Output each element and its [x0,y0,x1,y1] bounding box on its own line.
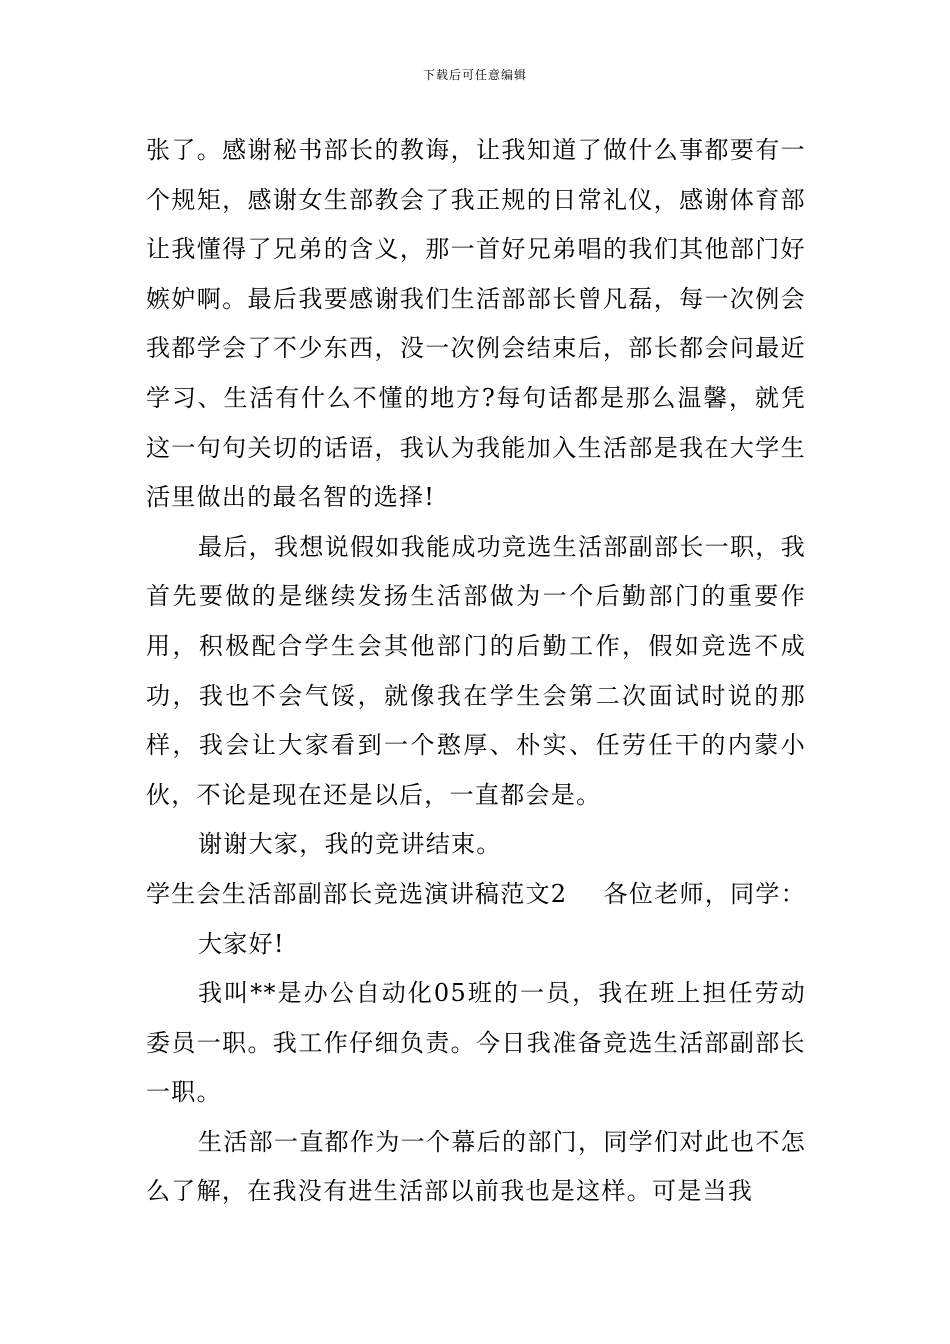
page-header: 下载后可任意编辑 [422,68,527,82]
document-body [146,126,806,1217]
paragraph-thanks: 张了。感谢秘书部长的教诲，让我知道了做什么事都要有一个规矩，感谢女生部教会了我正规的日常礼仪，感谢体育部让我懂得了兄弟的含义，那一首好兄弟唱的我们其他部门好嫉妒啊。最后我要感谢我们生活部部长曾凡磊，每一次例会我都学会了不少东西，没一次例会结束后，部长都会问最近学习、生活有什么不懂的地方?每句话都是那么温馨，就凭这一句句关切的话语，我认为我能加入生活部是我在大学生活里做出的最名智的选择! [146,136,806,512]
paragraph-hello: 大家好! [198,929,285,958]
section-title: 学生会生活部副部长竞选演讲稿范文2 [146,879,568,908]
paragraph-department: 生活部一直都作为一个幕后的部门，同学们对此也不怎么了解，在我没有进生活部以前我也是这样。可是当我 [146,1127,806,1206]
paragraph-end: 谢谢大家，我的竞讲结束。 [198,830,502,859]
paragraph-closing: 最后，我想说假如我能成功竞选生活部副部长一职，我首先要做的是继续发扬生活部做为一个后勤部门的重要作用，积极配合学生会其他部门的后勤工作，假如竞选不成功，我也不会气馁，就像我在学生会第二次面试时说的那样，我会让大家看到一个憨厚、朴实、任劳任干的内蒙小伙，不论是现在还是以后，一直都会是。 [146,532,806,809]
salutation: 各位老师，同学： [603,879,806,908]
section-title-line [146,870,806,920]
paragraph-intro: 我叫**是办公自动化05班的一员，我在班上担任劳动委员一职。我工作仔细负责。今日我准备竞选生活部副部长一职。 [146,979,806,1107]
